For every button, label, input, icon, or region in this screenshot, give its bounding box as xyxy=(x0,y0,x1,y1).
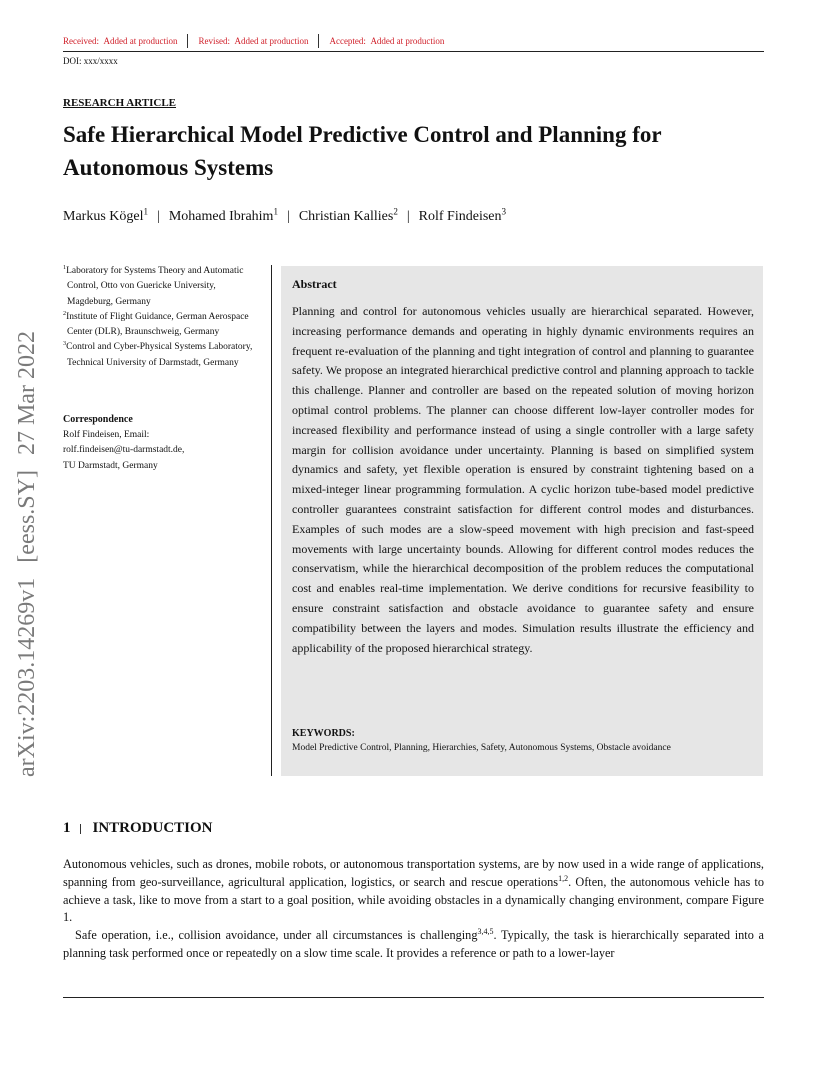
citation: 3,4,5 xyxy=(477,927,494,937)
correspondence-heading: Correspondence xyxy=(63,414,133,425)
keywords-text: Model Predictive Control, Planning, Hierarchies, Safety, Autonomous Systems, Obstacle avoidance xyxy=(292,743,671,753)
section-heading xyxy=(63,820,213,837)
correspondence-email: rolf.findeisen@tu-darmstadt.de, xyxy=(63,445,185,456)
paper-title: Safe Hierarchical Model Predictive Control and Planning for Autonomous Systems xyxy=(63,122,662,180)
citation: 1,2 xyxy=(558,873,569,883)
submission-history xyxy=(63,36,454,48)
abstract-text: Planning and control for autonomous vehicles usually are hierarchical separated. However, increasing performance demands and operating in highly dynamic environments requires an frequent re-evaluation of the planning and tight integration of control and planning to guarantee safety. We propose an integrated hierarchical predictive control and planning approach to tackle this challenge. Planner and controller are based on the repeated solution of moving horizon optimal control problems. The planner can choose different low-layer controller modes for increased flexibility and performance instead of using a single controller with a large safety margin for collision avoidance under uncertainty. Planning is based on simplified system dynamics and safety, yet flexible operation is ensured by constraint tightening based on a mixed-integer linear programming formulation. A cyclic horizon tube-based model predictive controller guarantees constraint satisfaction for different control modes and disturbances. Examples of such modes are a slow-speed movement with high precision and fast-speed movements with large uncertainty bounds. Allowing for different control modes reduces the conservatism, while the hierarchical decomposition of the problem reduces the computational cost and enables real-time implementation. We derive conditions for recursive feasibility to ensure constraint satisfaction and obstacle avoidance to guarantee safety and ensure compatibility between the layers and modes. Simulation results illustrate the efficiency and applicability of the proposed hierarchical strategy. xyxy=(292,304,754,655)
affiliations xyxy=(63,264,263,371)
arxiv-date: 27 Mar 2022 xyxy=(14,331,40,456)
paragraph: Autonomous vehicles, such as drones, mobile robots, or autonomous transportation systems, are by now used in a wide range of applications, spanning from geo-surveillance, agricultural application, logistics, or search and rescue operations$^{1,2}$. Often, the autonomous vehicle has to achieve a task, like to move from a start to a goal position, while avoiding obstacles in a dynamically changing environment, compare Figure 1. xyxy=(63,857,764,925)
author: Rolf Findeisen$^3$ xyxy=(418,206,507,224)
author: Mohamed Ibrahim$^1$ xyxy=(168,206,278,224)
header-divider xyxy=(187,34,188,48)
correspondence-line: TU Darmstadt, Germany xyxy=(63,460,158,471)
paragraph: Safe operation, i.e., collision avoidance, under all circumstances is challenging$^{3,4,5}$. Typically, the task is hierarchically separated into a planning task performed once or repeatedly on a slow time scale. It provides a reference or path to a lower-layer xyxy=(63,927,765,960)
author-separator: | xyxy=(287,209,290,224)
footer-rule xyxy=(63,997,764,998)
section-divider xyxy=(80,824,81,834)
body-text xyxy=(63,856,764,963)
correspondence-line: Rolf Findeisen, Email: xyxy=(63,430,150,440)
author-separator: | xyxy=(406,209,410,224)
arxiv-category: [eess.SY] xyxy=(14,470,40,563)
affiliation: $^3$Control and Cyber-Physical Systems Laboratory, Technical University of Darmstadt, Germany xyxy=(63,341,253,368)
author: Christian Kallies$^2$ xyxy=(298,206,398,224)
arxiv-id: arXiv:2203.14269v1 xyxy=(14,577,40,777)
header-divider xyxy=(318,34,319,48)
abstract-heading: Abstract xyxy=(292,277,337,291)
author-separator: | xyxy=(157,209,160,224)
section-number: 1 xyxy=(63,820,71,836)
received-date: Received: Added at production xyxy=(63,36,178,46)
column-divider xyxy=(271,265,272,776)
affiliation: $^1$Laboratory for Systems Theory and Automatic Control, Otto von Guericke University, Magdeburg, Germany xyxy=(63,264,244,307)
author: Markus Kögel$^1$ xyxy=(63,206,149,224)
article-type: RESEARCH ARTICLE xyxy=(63,97,177,109)
accepted-date: Accepted: Added at production xyxy=(329,36,445,46)
doi: DOI: xxx/xxxx xyxy=(63,56,118,66)
arxiv-stamp xyxy=(14,257,41,777)
author-list xyxy=(63,206,507,225)
abstract-box xyxy=(281,266,763,776)
affiliation: $^2$Institute of Flight Guidance, German Aerospace Center (DLR), Braunschweig, Germany xyxy=(63,310,249,338)
correspondence xyxy=(63,428,268,474)
section-title: INTRODUCTION xyxy=(92,820,213,836)
revised-date: Revised: Added at production xyxy=(198,36,309,46)
keywords-heading: KEYWORDS: xyxy=(292,728,355,739)
header-rule xyxy=(63,51,764,52)
